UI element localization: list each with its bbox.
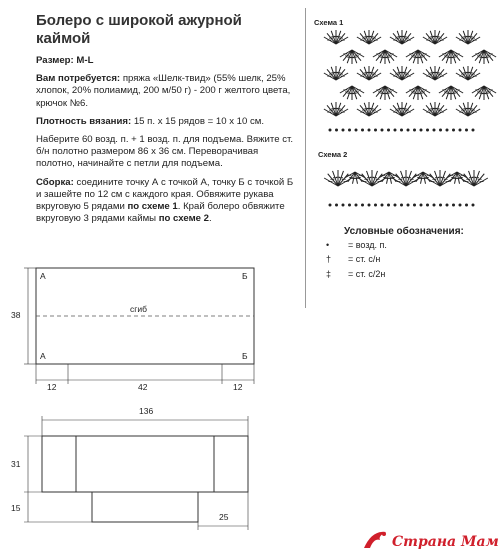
stork-logo-icon [360, 526, 390, 554]
schema-1-label: Схема 1 [314, 18, 344, 27]
assembly-link-1: по схеме 1 [127, 201, 178, 213]
gauge-label: Плотность вязания: [36, 115, 132, 127]
back-height-label: 15 [11, 503, 21, 513]
assembly-text-3: . [209, 213, 212, 225]
size-value: M-L [76, 55, 94, 66]
assembly-link-2: по схеме 2 [158, 213, 210, 225]
corner-label-top-left: А [40, 271, 46, 281]
page-title: Болеро с широкой ажурной каймой [36, 12, 242, 47]
materials-text: пряжа «Шелк-твид» (55% шелк, 25% хлопок, 20% полиамид, 200 м/50 г) - 200 г желтого цвета, крючок №6. [36, 73, 291, 109]
chain-stitch-icon: • [326, 240, 330, 250]
materials-label: Вам потребуется: [36, 73, 121, 85]
width-label: 136 [139, 406, 154, 416]
sleeve-width-label: 25 [219, 512, 229, 522]
fold-label: сгиб [130, 304, 147, 314]
corner-label-bottom-left: А [40, 351, 46, 361]
double-crochet-icon: † [326, 254, 332, 264]
dim-label-left: 12 [47, 382, 57, 392]
body-height-label: 31 [11, 459, 21, 469]
legend-item-chain-text: = возд. п. [348, 240, 387, 250]
legend-item-dc-text: = ст. с/н [348, 254, 381, 264]
gauge-text: 15 п. х 15 рядов = 10 х 10 см. [133, 115, 265, 127]
instructions-paragraph: Наберите 60 возд. п. + 1 возд. п. для подъема. Вяжите ст. б/н полотно размером 86 х 36 см. Переворачивая полотно, начинайте с петли для подъема. [36, 134, 293, 170]
watermark-text: Страна Мам [392, 534, 499, 550]
legend-item-tr-text: = ст. с/2н [348, 269, 386, 279]
dim-label-middle: 42 [138, 382, 148, 392]
corner-label-bottom-right: Б [242, 351, 248, 361]
size-label: Размер: [36, 55, 74, 66]
dim-label-right: 12 [233, 382, 243, 392]
legend-title: Условные обозначения: [344, 226, 464, 237]
treble-crochet-icon: ‡ [326, 269, 332, 279]
corner-label-top-right: Б [242, 271, 248, 281]
assembly-label: Сборка: [36, 176, 74, 188]
assembly-text-2: . Край болеро обвяжите вкруговую 3 рядами каймы [36, 201, 285, 225]
assembly-text-1: соедините точку А с точкой А, точку Б с точкой Б и зашейте по 12 см с каждого края. Обвяжите рукава вкруговую 5 рядами [36, 176, 294, 213]
height-label: 38 [11, 310, 21, 320]
schema-2-label: Схема 2 [318, 150, 348, 159]
